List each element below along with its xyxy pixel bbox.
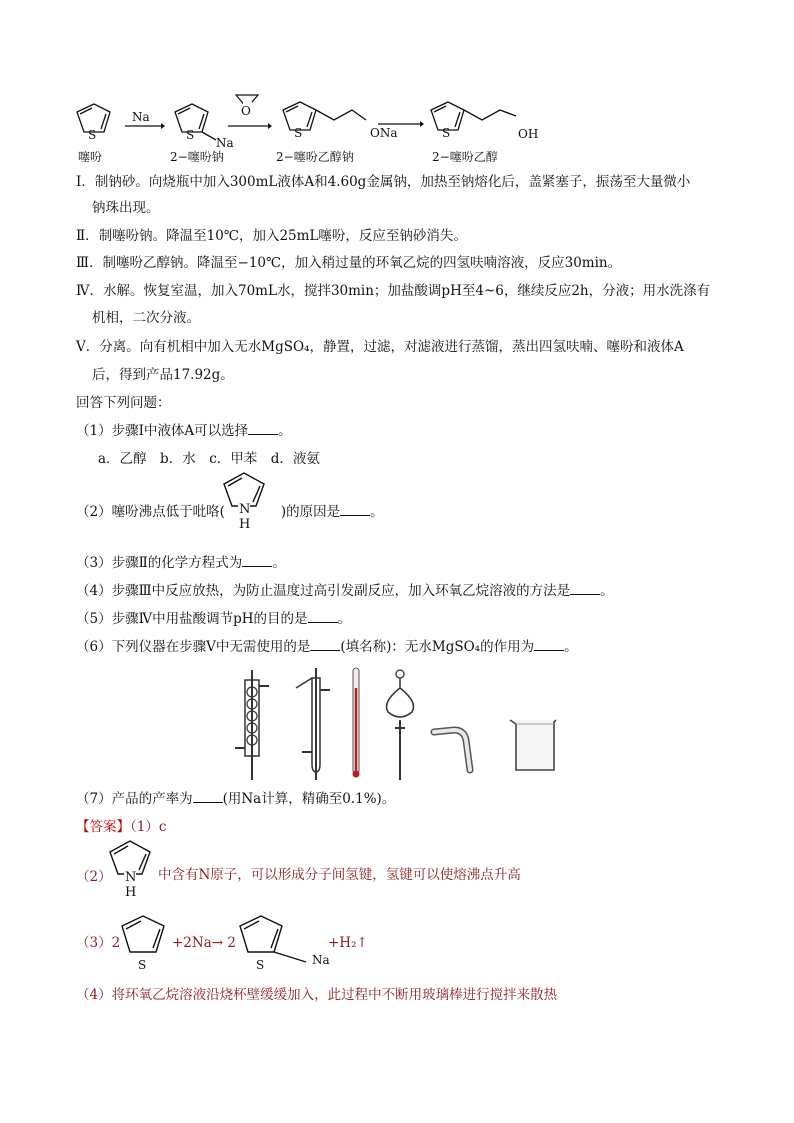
alkoxide-group: ONa bbox=[370, 126, 398, 140]
answer-blank bbox=[340, 503, 370, 516]
beaker-icon bbox=[508, 716, 560, 774]
thiophene-ethoxide-structure bbox=[276, 98, 376, 148]
questions-prompt: 回答下列问题： bbox=[76, 395, 171, 411]
answer-3-end: +H₂↑ bbox=[328, 935, 368, 951]
sulfur-atom: S bbox=[186, 128, 195, 142]
step-number: Ⅴ． bbox=[76, 339, 100, 355]
reaction-arrow-2 bbox=[228, 122, 272, 130]
bulb-condenser-icon bbox=[232, 670, 272, 782]
thiophene-ethoxide-label: 2−噻吩乙醇钠 bbox=[276, 150, 354, 164]
step-text: 分离。向有机相中加入无水MgSO₄，静置，过滤，对滤液进行蒸馏，蒸出四氢呋喃、噻吩和液体A bbox=[99, 339, 684, 355]
step-text: 制噻吩钠。降温至10℃，加入25mL噻吩，反应至钠砂消失。 bbox=[98, 228, 467, 244]
answer-blank bbox=[534, 638, 564, 651]
step-1-cont: 钠珠出现。 bbox=[92, 200, 160, 216]
step-4 bbox=[76, 282, 710, 300]
answer-4: （4）将环氧乙烷溶液沿烧杯壁缓缓加入，此过程中不断用玻璃棒进行搅拌来散热 bbox=[76, 987, 558, 1003]
step-number: Ⅰ． bbox=[76, 174, 95, 190]
reaction-arrow-3 bbox=[378, 120, 424, 128]
answer-blank bbox=[242, 554, 272, 567]
answer-1: 【答案】（1）c bbox=[76, 819, 167, 835]
hydroxyl-group: OH bbox=[518, 127, 539, 141]
answer-blank bbox=[193, 790, 223, 803]
step-2 bbox=[76, 227, 467, 245]
step-5-cont: 后，得到产品17.92g。 bbox=[92, 367, 234, 383]
thiophene-structure bbox=[70, 100, 120, 150]
step-3 bbox=[76, 254, 621, 272]
sulfur-atom: S bbox=[294, 126, 303, 140]
question-2: （2）噻吩沸点低于吡咯( )的原因是 。 bbox=[76, 504, 384, 520]
answer-3-number: （3）2 bbox=[76, 935, 121, 951]
sodium-atom: Na bbox=[216, 136, 234, 150]
thermometer-icon bbox=[350, 668, 362, 782]
step-5 bbox=[76, 338, 684, 356]
step-text: 制噻吩乙醇钠。降温至−10℃，加入稍过量的环氧乙烷的四氢呋喃溶液，反应30min。 bbox=[102, 255, 622, 271]
separatory-funnel-icon bbox=[380, 668, 420, 782]
question-4: （4）步骤Ⅲ中反应放热，为防止温度过高引发副反应，加入环氧乙烷溶液的方法是 。 bbox=[76, 583, 614, 599]
step-text: 水解。恢复室温，加入70mL水，搅拌30min；加盐酸调pH至4~6，继续反应2h，分液；用水洗涤有 bbox=[103, 283, 711, 299]
thiophene-label: 噻吩 bbox=[78, 150, 103, 164]
pyrrole-nh: N H bbox=[239, 502, 251, 532]
sulfur-atom: S bbox=[442, 126, 451, 140]
step-number: Ⅳ． bbox=[76, 283, 103, 299]
sodium-atom: Na bbox=[312, 953, 330, 967]
arrow1-reagent: Na bbox=[132, 110, 150, 124]
pyrrole-nh: N H bbox=[125, 870, 137, 900]
step-1 bbox=[76, 173, 690, 191]
question-7: （7）产品的产率为 (用Na计算，精确至0.1%)。 bbox=[76, 791, 396, 807]
thienyl-sodium-structure bbox=[168, 100, 218, 150]
answer-3-middle: +2Na→ 2 bbox=[172, 935, 236, 951]
step-number: Ⅱ． bbox=[76, 228, 99, 244]
answer-blank bbox=[570, 582, 600, 595]
reaction-arrow-1 bbox=[125, 122, 165, 130]
thienyl-sodium-structure bbox=[234, 912, 314, 972]
answer-tag: 【答案】 bbox=[76, 819, 130, 835]
answer-blank bbox=[310, 638, 340, 651]
sulfur-atom: S bbox=[88, 128, 97, 142]
thiophene-ethanol-label: 2−噻吩乙醇 bbox=[432, 150, 498, 164]
adapter-tube-icon bbox=[432, 726, 476, 776]
sulfur-atom: S bbox=[138, 958, 147, 972]
oxygen-atom: O bbox=[241, 104, 251, 118]
question-1-options: a．乙醇 b．水 c．甲苯 d．液氨 bbox=[98, 451, 320, 467]
answer-blank bbox=[308, 610, 338, 623]
question-1: （1）步骤Ⅰ中液体A可以选择 。 bbox=[76, 423, 292, 439]
answer-blank bbox=[248, 422, 278, 435]
thiophene-ethanol-structure bbox=[424, 98, 524, 148]
question-3: （3）步骤Ⅱ的化学方程式为 。 bbox=[76, 555, 286, 571]
step-text: 制钠砂。向烧瓶中加入300mL液体A和4.60g金属钠，加热至钠熔化后，盖紧塞子，振荡至大量微小 bbox=[94, 174, 691, 190]
answer-2-text: 中含有N原子，可以形成分子间氢键，氢键可以使熔沸点升高 bbox=[158, 867, 521, 883]
thienyl-sodium-label: 2−噻吩钠 bbox=[170, 150, 224, 164]
question-6: （6）下列仪器在步骤Ⅴ中无需使用的是 (填名称)：无水MgSO₄的作用为 。 bbox=[76, 639, 578, 655]
answer-2-number: （2） bbox=[76, 869, 112, 885]
step-number: Ⅲ． bbox=[76, 255, 103, 271]
sulfur-atom: S bbox=[256, 958, 265, 972]
question-5: （5）步骤Ⅳ中用盐酸调节pH的目的是 。 bbox=[76, 611, 351, 627]
step-4-cont: 机相，二次分液。 bbox=[92, 310, 200, 326]
liebig-condenser-icon bbox=[290, 668, 334, 782]
